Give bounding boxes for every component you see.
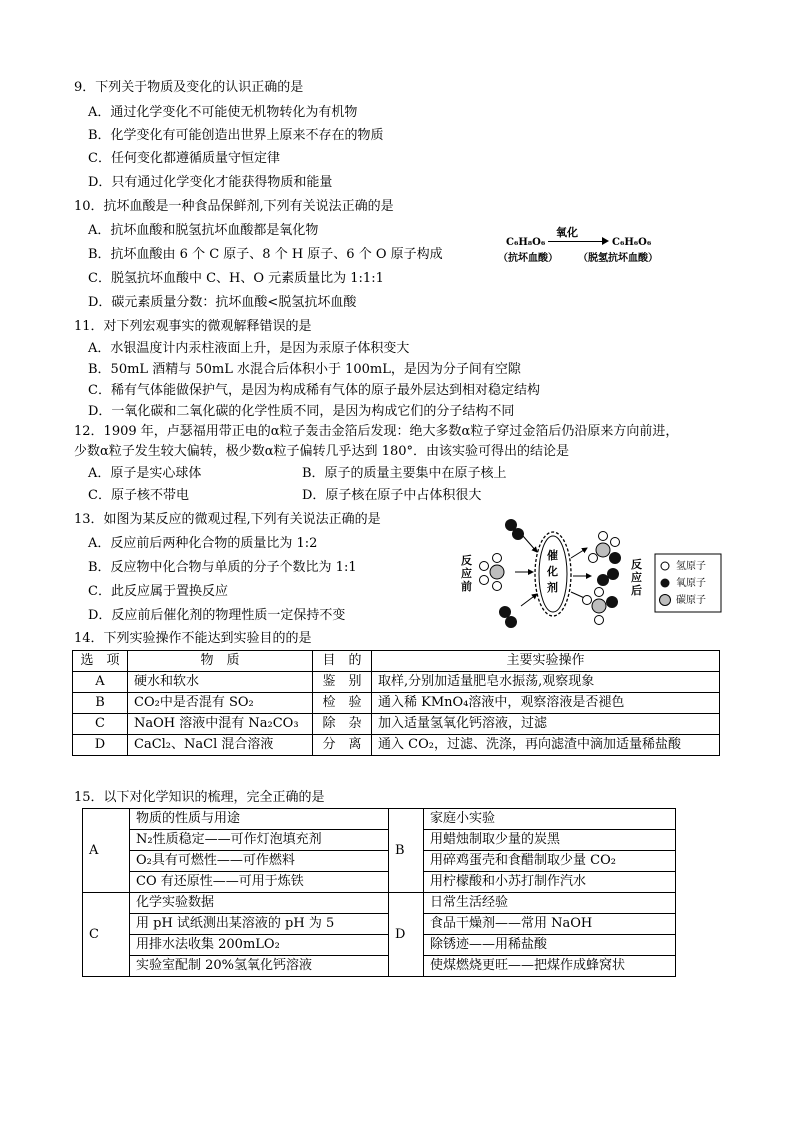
table-cell: 用排水法收集 200mLO₂	[130, 935, 389, 956]
table-header-row	[73, 651, 720, 672]
q9-stem: 9．下列关于物质及变化的认识正确的是	[74, 80, 304, 95]
table-row	[83, 872, 676, 893]
q15-table	[82, 808, 676, 977]
q12-option-a: A．原子是实心球体	[88, 466, 202, 481]
table-cell: CaCl₂、NaCl 混合溶液	[128, 735, 313, 756]
table-cell: 用蜡烛制取少量的炭黑	[424, 830, 676, 851]
table-cell: 硬水和软水	[128, 672, 313, 693]
table-cell: 通入 CO₂，过滤、洗涤，再向滤渣中滴加适量稀盐酸	[372, 735, 720, 756]
before-label: 反应前	[461, 554, 472, 593]
arrow-in-top	[523, 536, 537, 552]
table-cell: O₂具有可燃性——可作燃料	[130, 851, 389, 872]
table-cell: D	[73, 735, 128, 756]
legend-carbon-label: 碳原子	[676, 595, 706, 606]
table-cell: N₂性质稳定——可作灯泡填充剂	[130, 830, 389, 851]
table-cell: CO₂中是否混有 SO₂	[128, 693, 313, 714]
table-row	[73, 672, 720, 693]
product-name: （脱氢抗坏血酸）	[578, 253, 658, 264]
catalyst-label: 催化剂	[547, 549, 558, 594]
q10-option-b: B．抗坏血酸由 6 个 C 原子、8 个 H 原子、6 个 O 原子构成	[88, 247, 443, 262]
reactant-name: （抗坏血酸）	[498, 253, 558, 264]
q12-option-c: C．原子核不带电	[88, 488, 189, 503]
table-row	[83, 830, 676, 851]
table-cell: 家庭小实验	[424, 809, 676, 830]
table-cell: 用柠檬酸和小苏打制作汽水	[424, 872, 676, 893]
table-cell: 用 pH 试纸测出某溶液的 pH 为 5	[130, 914, 389, 935]
header-option: 选 项	[73, 651, 128, 672]
q10-option-a: A．抗坏血酸和脱氢抗坏血酸都是氧化物	[88, 223, 319, 238]
table-cell: 检 验	[313, 693, 372, 714]
q9-option-d: D．只有通过化学变化才能获得物质和能量	[88, 175, 333, 190]
q10-reaction-scheme	[500, 224, 680, 272]
legend-hydrogen-label: 氢原子	[676, 561, 706, 572]
oxygen-molecule-icon	[597, 568, 619, 586]
table-cell: 除 杂	[313, 714, 372, 735]
option-a-label: A	[83, 809, 130, 893]
q9-option-a: A．通过化学变化不可能使无机物转化为有机物	[88, 105, 358, 120]
table-cell: NaOH 溶液中混有 Na₂CO₃	[128, 714, 313, 735]
option-c-label: C	[83, 893, 130, 977]
q12-option-b: B．原子的质量主要集中在原子核上	[302, 466, 507, 481]
q15-stem: 15．以下对化学知识的梳理，完全正确的是	[74, 790, 325, 805]
q10-option-d: D．碳元素质量分数：抗坏血酸<脱氢抗坏血酸	[88, 295, 357, 310]
table-cell: 分 离	[313, 735, 372, 756]
header-purpose: 目 的	[313, 651, 372, 672]
table-cell: 化学实验数据	[130, 893, 389, 914]
q14-table	[72, 650, 720, 756]
q11-option-d: D．一氧化碳和二氧化碳的化学性质不同，是因为构成它们的分子结构不同	[88, 404, 515, 419]
q13-stem: 13．如图为某反应的微观过程,下列有关说法正确的是	[74, 512, 381, 527]
table-row	[73, 714, 720, 735]
oxygen-molecule-icon	[505, 519, 524, 540]
arrow-head-icon	[602, 237, 609, 245]
arrow-out-top	[571, 548, 587, 558]
oxygen-molecule-icon	[499, 606, 517, 628]
table-cell: A	[73, 672, 128, 693]
hydrogen-legend-icon	[661, 562, 669, 570]
product-formula: C₆H₆O₆	[612, 237, 652, 248]
q14-stem: 14．下列实验操作不能达到实验目的的是	[74, 631, 312, 646]
table-cell: 通入稀 KMnO₄溶液中，观察溶液是否褪色	[372, 693, 720, 714]
table-cell: 物质的性质与用途	[130, 809, 389, 830]
option-d-label: D	[389, 893, 424, 977]
table-row	[83, 914, 676, 935]
q9-option-b: B．化学变化有可能创造出世界上原来不存在的物质	[88, 128, 384, 143]
table-row	[83, 935, 676, 956]
arrow-in-bottom	[521, 594, 537, 606]
reactant-formula: C₆H₈O₆	[506, 237, 546, 248]
table-row	[83, 893, 676, 914]
table-row	[73, 693, 720, 714]
q11-stem: 11．对下列宏观事实的微观解释错误的是	[74, 319, 312, 334]
q10-option-c: C．脱氢抗坏血酸中 C、H、O 元素质量比为 1:1:1	[88, 271, 384, 286]
product-molecule-icon	[583, 588, 619, 625]
table-cell: 实验室配制 20%氢氧化钙溶液	[130, 956, 389, 977]
q13-option-b: B．反应物中化合物与单质的分子个数比为 1:1	[88, 560, 357, 575]
q10-stem: 10．抗坏血酸是一种食品保鲜剂,下列有关说法正确的是	[74, 199, 394, 214]
product-molecule-icon	[589, 532, 622, 565]
q13-option-c: C．此反应属于置换反应	[88, 584, 228, 599]
table-cell: 除锈迹——用稀盐酸	[424, 935, 676, 956]
q11-option-c: C．稀有气体能做保护气，是因为构成稀有气体的原子最外层达到相对稳定结构	[88, 383, 540, 398]
reaction-diagram	[455, 514, 725, 634]
table-cell: C	[73, 714, 128, 735]
reaction-arrow	[548, 241, 604, 242]
after-label: 反应后	[631, 558, 642, 597]
option-b-label: B	[389, 809, 424, 893]
table-cell: 食品干燥剂——常用 NaOH	[424, 914, 676, 935]
table-cell: 日常生活经验	[424, 893, 676, 914]
table-cell: 加入适量氢氧化钙溶液，过滤	[372, 714, 720, 735]
table-row	[83, 809, 676, 830]
q12-option-d: D．原子核在原子中占体积很大	[302, 488, 482, 503]
header-substance: 物 质	[128, 651, 313, 672]
table-row	[83, 851, 676, 872]
table-row	[73, 735, 720, 756]
q13-option-d: D．反应前后催化剂的物理性质一定保持不变	[88, 608, 346, 623]
table-cell: 鉴 别	[313, 672, 372, 693]
table-cell: 使煤燃烧更旺——把煤作成蜂窝状	[424, 956, 676, 977]
q12-stem-line1: 12．1909 年，卢瑟福用带正电的α粒子轰击金箔后发现：绝大多数α粒子穿过金箔后仍沿原来方向前进，	[74, 424, 679, 439]
header-operation: 主要实验操作	[372, 651, 720, 672]
q11-option-a: A．水银温度计内汞柱液面上升，是因为汞原子体积变大	[88, 341, 410, 356]
legend-oxygen-label: 氧原子	[676, 578, 706, 589]
table-cell: CO 有还原性——可用于炼铁	[130, 872, 389, 893]
q11-option-b: B．50mL 酒精与 50mL 水混合后体积小于 100mL，是因为分子间有空隙	[88, 362, 521, 377]
oxygen-legend-icon	[661, 579, 670, 588]
table-row	[83, 956, 676, 977]
table-cell: B	[73, 693, 128, 714]
table-cell: 取样,分别加适量肥皂水振荡,观察现象	[372, 672, 720, 693]
carbon-legend-icon	[660, 595, 671, 606]
reaction-condition: 氧化	[556, 226, 578, 239]
methane-molecule-icon	[480, 554, 505, 591]
q9-option-c: C．任何变化都遵循质量守恒定律	[88, 151, 280, 166]
q12-stem-line2: 少数α粒子发生较大偏转，极少数α粒子偏转几乎达到 180°．由该实验可得出的结论是	[74, 444, 570, 459]
table-cell: 用碎鸡蛋壳和食醋制取少量 CO₂	[424, 851, 676, 872]
q13-option-a: A．反应前后两种化合物的质量比为 1:2	[88, 536, 318, 551]
